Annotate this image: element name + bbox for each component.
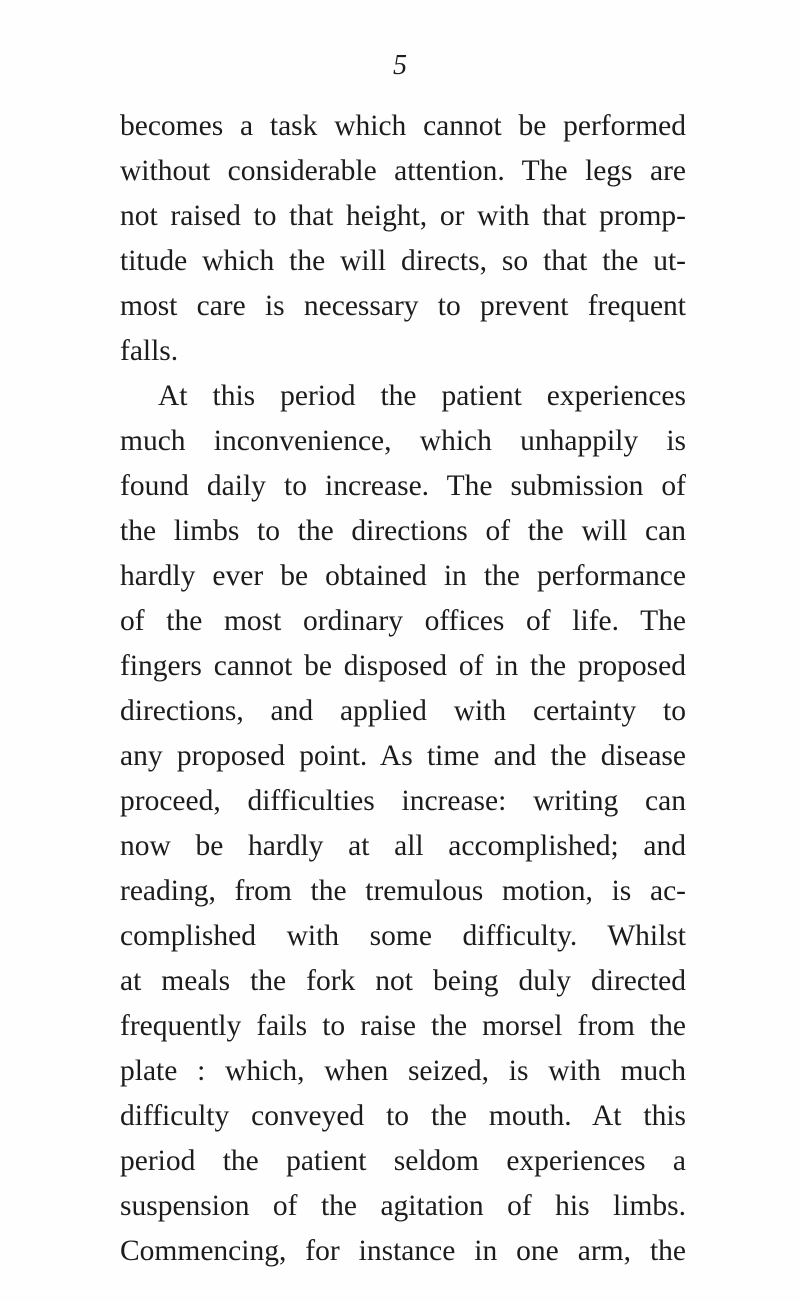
text-line: At this period the patient experiences — [158, 380, 686, 412]
text-line: Commencing, for instance in one arm, the — [120, 1235, 686, 1267]
text-line: not raised to that height, or with that promp- — [120, 200, 686, 232]
text-line: frequently fails to raise the morsel from the — [120, 1010, 686, 1042]
text-line: hardly ever be obtained in the performance — [120, 560, 686, 592]
text-line: without considerable attention. The legs are — [120, 155, 686, 187]
text-line: any proposed point. As time and the disease — [120, 740, 686, 772]
text-line: of the most ordinary offices of life. The — [120, 605, 686, 637]
text-line: directions, and applied with certainty to — [120, 695, 686, 727]
text-line: at meals the fork not being duly directed — [120, 965, 686, 997]
text-line: period the patient seldom experiences a — [120, 1145, 686, 1177]
text-line: titude which the will directs, so that the ut- — [120, 245, 686, 277]
text-line: found daily to increase. The submission of — [120, 470, 686, 502]
text-line: now be hardly at all accomplished; and — [120, 830, 686, 862]
text-line: most care is necessary to prevent frequent — [120, 290, 686, 322]
text-line: proceed, difficulties increase: writing can — [120, 785, 686, 817]
text-line: fingers cannot be disposed of in the proposed — [120, 650, 686, 682]
text-line: much inconvenience, which unhappily is — [120, 425, 686, 457]
paragraph-2 — [120, 374, 686, 1274]
text-line: suspension of the agitation of his limbs. — [120, 1190, 686, 1222]
text-line: falls. — [120, 335, 179, 367]
text-line: plate : which, when seized, is with much — [120, 1055, 686, 1087]
paragraph-1 — [120, 104, 686, 374]
text-line: complished with some difficulty. Whilst — [120, 920, 686, 952]
text-line: difficulty conveyed to the mouth. At this — [120, 1100, 686, 1132]
page-number: 5 — [393, 50, 407, 81]
text-line: reading, from the tremulous motion, is ac- — [120, 875, 686, 907]
text-line: the limbs to the directions of the will can — [120, 515, 686, 547]
text-line: becomes a task which cannot be performed — [120, 110, 686, 142]
